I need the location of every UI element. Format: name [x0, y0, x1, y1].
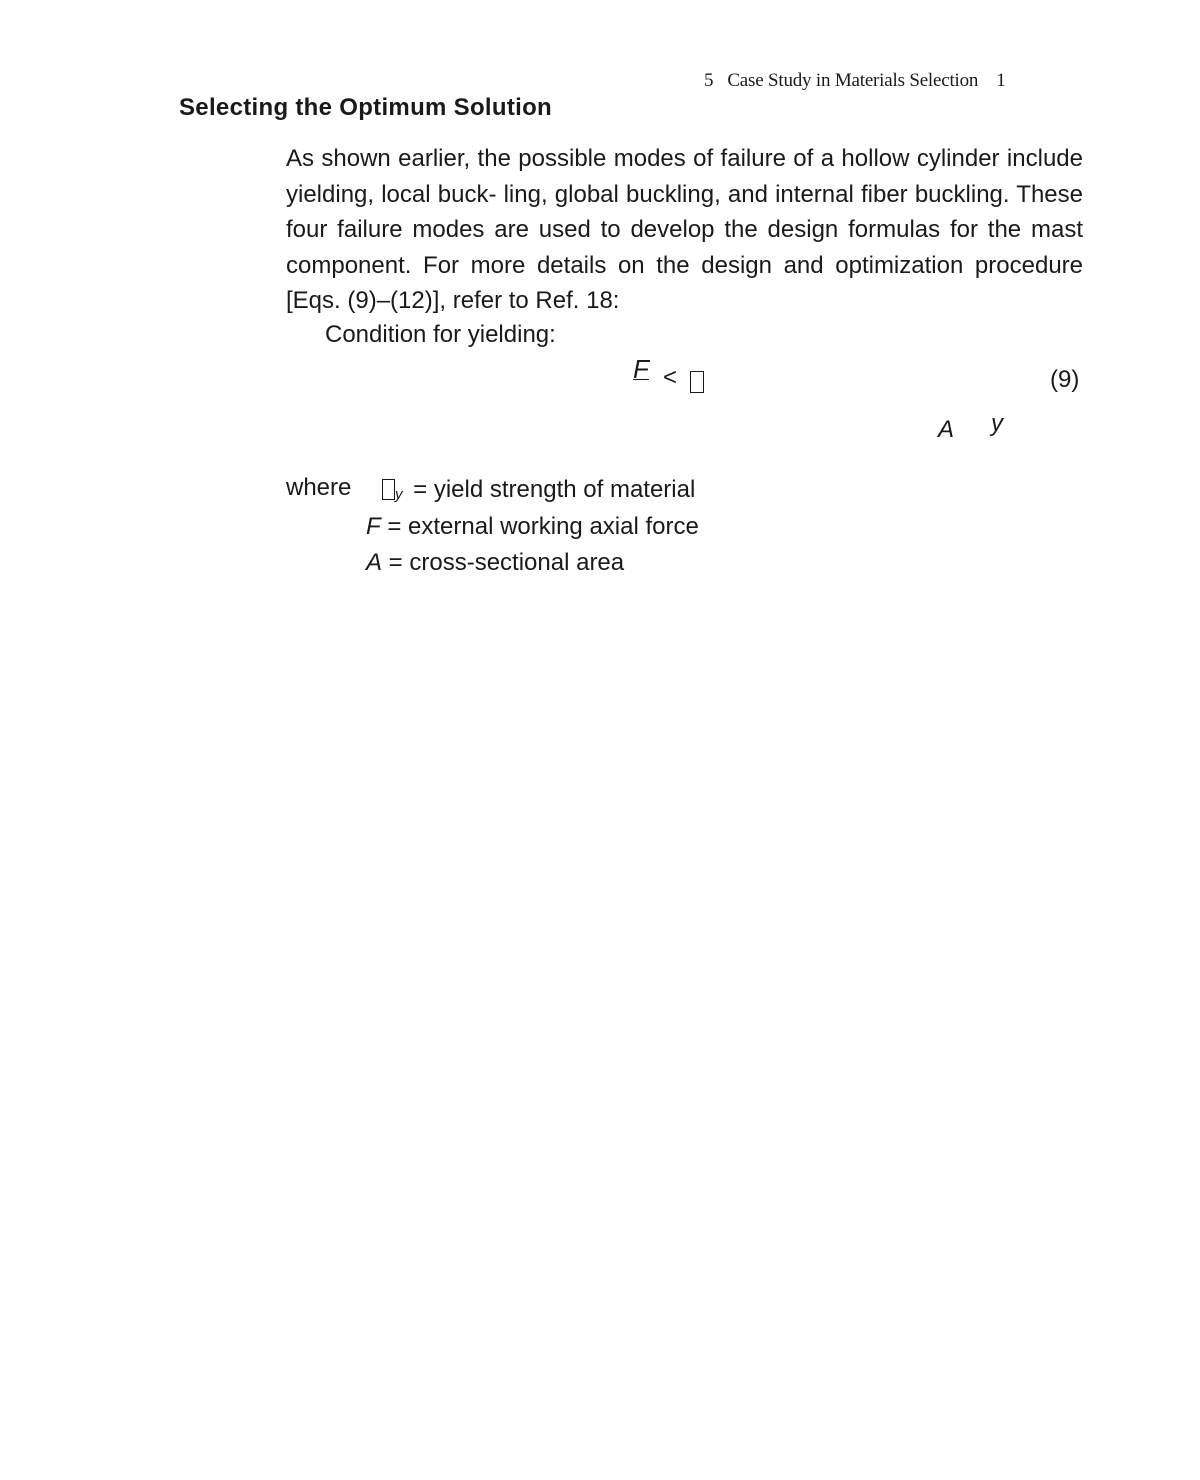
definition-symbol: y — [395, 486, 403, 503]
equation-numerator: F — [633, 354, 649, 384]
where-label: where — [286, 474, 352, 501]
definition-text: = cross-sectional area — [382, 549, 625, 576]
chapter-title: Case Study in Materials Selection — [727, 70, 979, 91]
equation-relation: < — [663, 364, 678, 391]
section-heading: Selecting the Optimum Solution — [179, 94, 553, 121]
equation-subscript: y — [991, 410, 1003, 437]
definition-text: = external working axial force — [380, 513, 699, 540]
missing-glyph-icon — [690, 371, 704, 393]
definition-item — [382, 474, 695, 511]
definition-text: = yield strength of material — [406, 476, 696, 503]
equation-denominator: A — [938, 416, 955, 443]
missing-glyph-icon — [382, 479, 395, 500]
definition-symbol: A — [366, 549, 383, 576]
body-paragraph: As shown earlier, the possible modes of failure of a hollow cylinder include yielding, local buck- ling, global buckling, and internal fiber buckling. These four failure modes are used to develop the design formulas for the mast component. For more details on the design and optimization procedure [Eqs. (9)–(12)], refer to Ref. 18: — [286, 145, 1083, 314]
definition-symbol: F — [366, 513, 381, 540]
equation-number: (9) — [1050, 366, 1080, 393]
running-header — [704, 70, 1006, 92]
page-number: 1 — [996, 70, 1006, 91]
chapter-number: 5 — [704, 70, 714, 91]
definition-item — [366, 511, 699, 543]
definition-item — [366, 547, 624, 579]
condition-label: Condition for yielding: — [325, 321, 556, 348]
